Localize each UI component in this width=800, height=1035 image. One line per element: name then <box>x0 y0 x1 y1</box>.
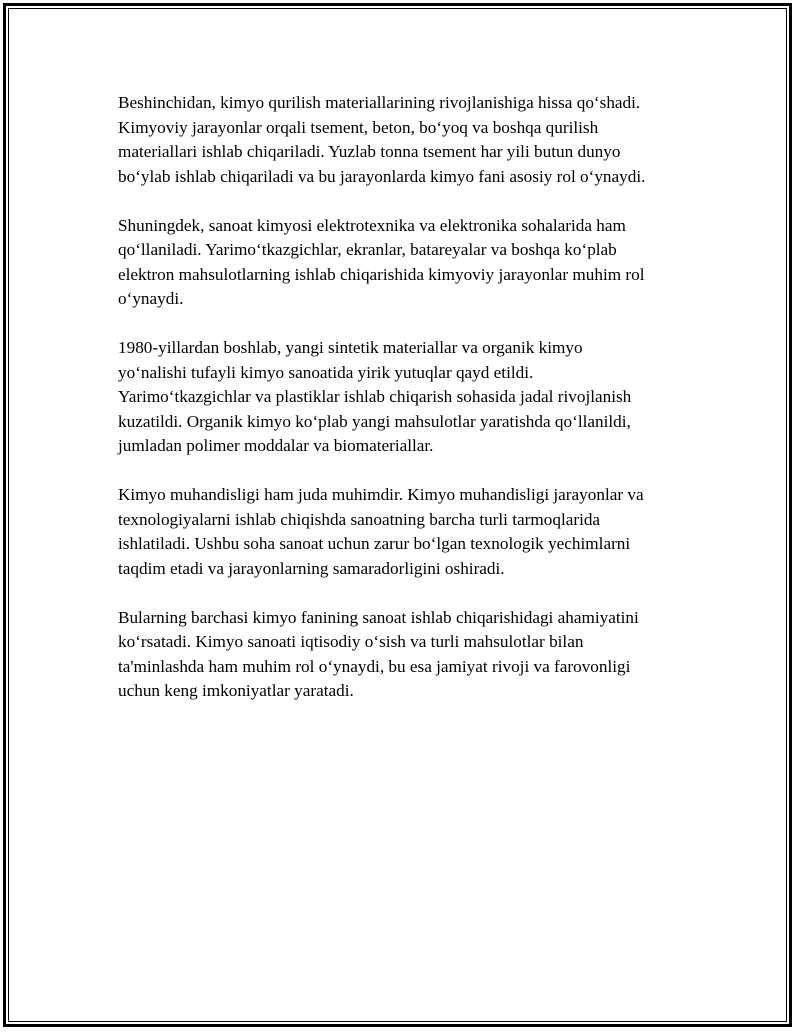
text-line: jumladan polimer moddalar va biomateriallar. <box>118 436 434 455</box>
text-line: texnologiyalarni ishlab chiqishda sanoatning barcha turli tarmoqlarida <box>118 509 601 529</box>
paragraph-3 <box>118 336 693 459</box>
document-body <box>118 91 693 728</box>
text-line: yo‘nalishi tufayli kimyo sanoatida yirik yutuqlar qayd etildi. <box>118 362 534 382</box>
text-line: ko‘rsatadi. Kimyo sanoati iqtisodiy o‘sish va turli mahsulotlar bilan <box>118 632 584 651</box>
text-line: Bularning barchasi kimyo fanining sanoat ishlab chiqarishidagi ahamiyatini <box>118 607 639 627</box>
text-line: taqdim etadi va jarayonlarning samaradorligini oshiradi. <box>118 558 505 578</box>
text-line: o‘ynaydi. <box>118 289 184 308</box>
text-line: kuzatildi. Organik kimyo ko‘plab yangi mahsulotlar yaratishda qo‘llanildi, <box>118 411 631 431</box>
text-line: bo‘ylab ishlab chiqariladi va bu jarayonlarda kimyo fani asosiy rol o‘ynaydi. <box>118 166 646 186</box>
paragraph-5 <box>118 606 693 704</box>
paragraph-1 <box>118 91 693 189</box>
text-line: ishlatiladi. Ushbu soha sanoat uchun zarur bo‘lgan texnologik yechimlarni <box>118 534 631 553</box>
text-line: Kimyoviy jarayonlar orqali tsement, beton, bo‘yoq va boshqa qurilish <box>118 117 599 137</box>
text-line: ta'minlashda ham muhim rol o‘ynaydi, bu esa jamiyat rivoji va farovonligi <box>118 656 631 676</box>
text-line: uchun keng imkoniyatlar yaratadi. <box>118 681 354 700</box>
text-line: qo‘llaniladi. Yarimo‘tkazgichlar, ekranlar, batareyalar va boshqa ko‘plab <box>118 240 617 259</box>
text-line: Yarimo‘tkazgichlar va plastiklar ishlab chiqarish sohasida jadal rivojlanish <box>118 387 632 406</box>
text-line: Kimyo muhandisligi ham juda muhimdir. Kimyo muhandisligi jarayonlar va <box>118 485 644 504</box>
paragraph-2 <box>118 214 693 312</box>
text-line: 1980-yillardan boshlab, yangi sintetik materiallar va organik kimyo <box>118 338 583 357</box>
paragraph-4 <box>118 483 693 581</box>
text-line: materiallari ishlab chiqariladi. Yuzlab tonna tsement har yili butun dunyo <box>118 142 621 161</box>
text-line: Beshinchidan, kimyo qurilish materiallarining rivojlanishiga hissa qo‘shadi. <box>118 93 641 112</box>
text-line: Shuningdek, sanoat kimyosi elektrotexnika va elektronika sohalarida ham <box>118 215 626 235</box>
text-line: elektron mahsulotlarning ishlab chiqarishida kimyoviy jarayonlar muhim rol <box>118 264 645 284</box>
